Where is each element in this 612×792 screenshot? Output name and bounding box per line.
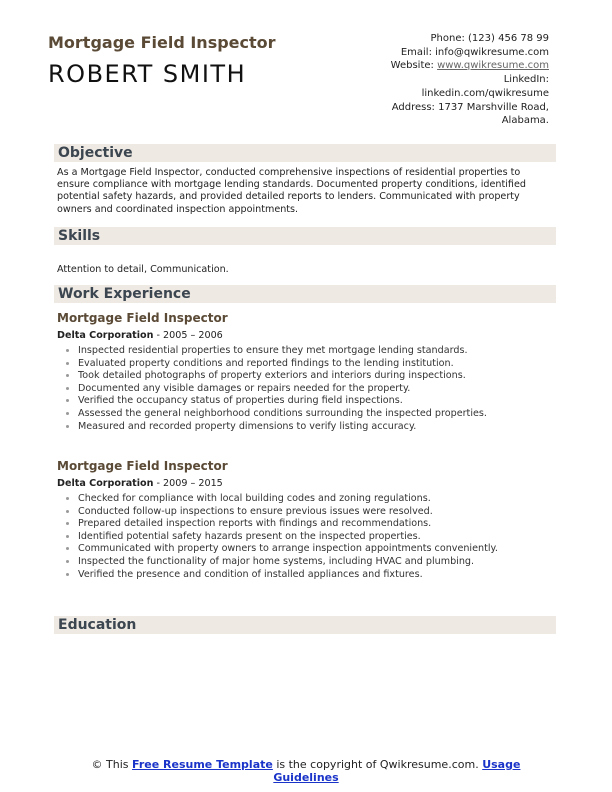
job-dates: - 2005 – 2006	[153, 330, 223, 341]
list-item: • Took detailed photographs of property exteriors and interiors during inspections.	[78, 370, 558, 383]
list-item: • Prepared detailed inspection reports with findings and recommendations.	[78, 518, 558, 531]
usage-guidelines-link[interactable]: Usage Guidelines	[273, 758, 521, 784]
list-item: • Verified the occupancy status of properties during field inspections.	[78, 395, 558, 408]
company-name: Delta Corporation	[57, 478, 154, 489]
company-name: Delta Corporation	[57, 330, 154, 341]
footer	[60, 758, 552, 784]
company-1	[57, 330, 223, 341]
job-title-1: Mortgage Field Inspector	[57, 311, 228, 325]
job-2-bullets	[62, 493, 558, 581]
list-item: • Verified the presence and condition of installed appliances and fixtures.	[78, 569, 558, 582]
list-item: • Evaluated property conditions and reported findings to the lending institution.	[78, 358, 558, 371]
list-item: • Inspected residential properties to ensure they met mortgage lending standards.	[78, 345, 558, 358]
job-title-2: Mortgage Field Inspector	[57, 459, 228, 473]
section-objective: Objective	[54, 144, 556, 162]
candidate-name: ROBERT SMITH	[48, 60, 247, 88]
section-education: Education	[54, 616, 556, 634]
free-resume-template-link[interactable]: Free Resume Template	[132, 758, 273, 771]
list-item: • Communicated with property owners to arrange inspection appointments conveniently.	[78, 543, 558, 556]
footer-middle: is the copyright of Qwikresume.com.	[272, 758, 483, 771]
list-item: • Measured and recorded property dimensions to verify listing accuracy.	[78, 421, 558, 434]
website	[349, 59, 549, 73]
section-skills: Skills	[54, 227, 556, 245]
job-dates: - 2009 – 2015	[153, 478, 223, 489]
list-item: • Assessed the general neighborhood conditions surrounding the inspected properties.	[78, 408, 558, 421]
job-title: Mortgage Field Inspector	[48, 33, 276, 52]
list-item: • Documented any visible damages or repairs needed for the property.	[78, 383, 558, 396]
section-work-experience: Work Experience	[54, 285, 556, 303]
skills-text: Attention to detail, Communication.	[57, 264, 229, 275]
list-item: • Checked for compliance with local building codes and zoning regulations.	[78, 493, 558, 506]
list-item: • Inspected the functionality of major home systems, including HVAC and plumbing.	[78, 556, 558, 569]
email: Email: info@qwikresume.com	[400, 46, 549, 58]
website-label: Website:	[390, 60, 438, 72]
objective-text: As a Mortgage Field Inspector, conducted comprehensive inspections of residential properties to ensure compliance with mortgage lending standards. Documented property conditions, identified potential safety hazards, and provided detailed reports to lenders. Communicated with property owners and coordinated inspection appointments.	[57, 167, 526, 215]
company-2	[57, 478, 223, 489]
list-item: • Identified potential safety hazards present on the inspected properties.	[78, 531, 558, 544]
address: Address: 1737 Marshville Road, Alabama.	[391, 101, 549, 127]
linkedin: linkedin.com/qwikresume	[421, 87, 549, 99]
list-item: • Conducted follow-up inspections to ensure previous issues were resolved.	[78, 506, 558, 519]
linkedin-label: LinkedIn:	[503, 74, 549, 86]
job-1-bullets	[62, 345, 558, 433]
phone: Phone: (123) 456 78 99	[430, 33, 549, 44]
footer-prefix: © This	[91, 758, 133, 771]
website-link[interactable]: www.qwikresume.com	[437, 60, 549, 72]
contact-block	[349, 32, 549, 128]
